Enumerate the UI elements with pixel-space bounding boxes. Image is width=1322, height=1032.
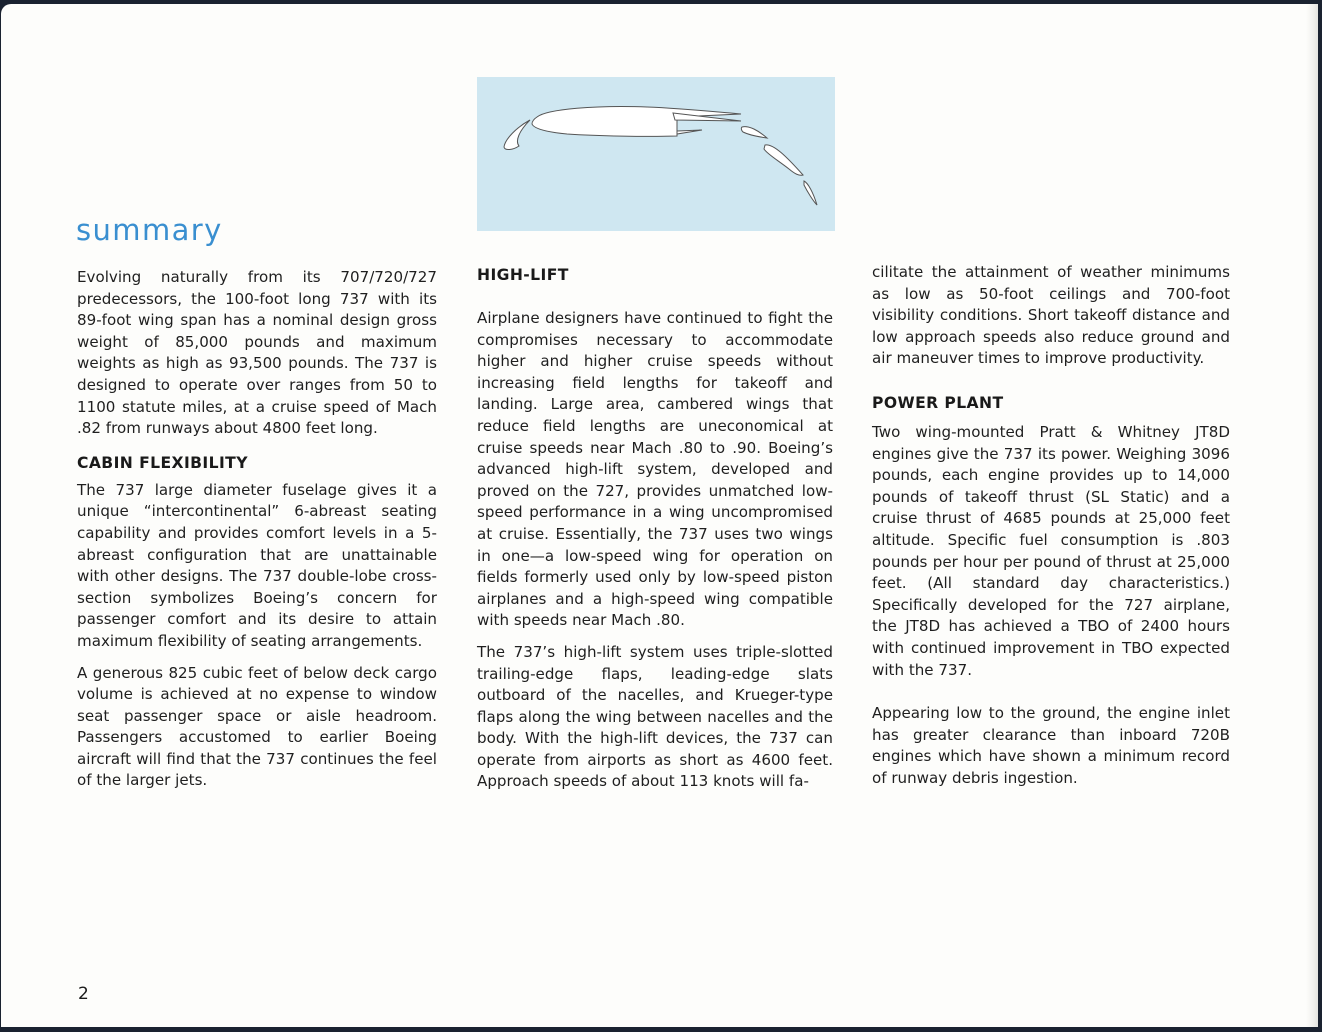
high-lift-paragraph-2: The 737’s high-lift system uses triple-slotted trailing-edge flaps, leading-edge slats outboard of the nacelles, and Krueger-type flaps along the wing between nacelles and the body. With the high-lift devices, the 737 can operate from airports as short as 4600 feet. Approach speeds of about 113 knots will fa-	[477, 642, 833, 791]
leading-edge-slat-icon	[504, 120, 530, 150]
fore-flap-icon	[741, 127, 767, 138]
page-number: 2	[78, 984, 89, 1004]
main-wing-icon	[532, 106, 741, 136]
mid-flap-icon	[764, 145, 803, 175]
page-spine-shadow	[1306, 4, 1318, 1027]
page-title: summary	[76, 213, 223, 247]
high-lift-continuation-paragraph: cilitate the attainment of weather minimums as low as 50-foot ceilings and 700-foot visibility conditions. Short takeoff distance and low approach speeds also reduce ground and air maneuver times to improve productivity.	[872, 263, 1230, 368]
column-power-plant	[872, 262, 1230, 789]
high-lift-heading: HIGH-LIFT	[477, 266, 569, 284]
power-plant-paragraph-1: Two wing-mounted Pratt & Whitney JT8D engines give the 737 its power. Weighing 3096 pounds, each engine provides up to 14,000 pounds of takeoff thrust (SL Static) and a cruise thrust of 4685 pounds at 25,000 feet altitude. Specific fuel consumption is .803 pounds per hour per pound of thrust at 25,000 feet. (All standard day characteristics.) Specifically developed for the 727 airplane, the JT8D has achieved a TBO of 2400 hours with continued improvement in TBO expected with the 737.	[872, 422, 1230, 679]
summary-intro-paragraph: Evolving naturally from its 707/720/727 predecessors, the 100-foot long 737 with its 89-foot wing span has a nominal design gross weight of 85,000 pounds and maximum weights as high as 93,500 pounds. The 737 is designed to operate over ranges from 50 to 1100 statute miles, at a cruise speed of Mach .82 from runways about 4800 feet long.	[77, 268, 437, 438]
airfoil-illustration	[477, 77, 835, 231]
wing-high-lift-diagram	[477, 77, 835, 231]
brochure-page	[1, 4, 1318, 1027]
cabin-flexibility-heading: CABIN FLEXIBILITY	[77, 453, 248, 472]
cabin-paragraph-2: A generous 825 cubic feet of below deck cargo volume is achieved at no expense to window seat passenger space or aisle headroom. Passengers accustomed to earlier Boeing aircraft will find that the 737 continues the feel of the larger jets.	[77, 663, 437, 790]
high-lift-paragraph-1: Airplane designers have continued to fight the compromises necessary to accommodate higher and higher cruise speeds without increasing field lengths for takeoff and landing. Large area, cambered wings that reduce field lengths are uneconomical at cruise speeds near Mach .80 to .90. Boeing’s advanced high-lift system, developed and proved on the 727, provides unmatched low-speed performance in a wing uncompromised at cruise. Essentially, the 737 uses two wings in one—a low-speed wing for operation on fields formerly used only by low-speed piston airplanes and a high-speed wing compatible with speeds near Mach .80.	[477, 309, 833, 630]
aft-flap-icon	[804, 181, 817, 205]
cabin-paragraph-1: The 737 large diameter fuselage gives it a unique “intercontinental” 6-abreast seating capability and provides comfort levels in a 5-abreast configuration that are unattainable with other designs. The 737 double-lobe cross-section symbolizes Boeing’s concern for passenger comfort and its desire to attain maximum flexibility of seating arrangements.	[77, 480, 437, 650]
column-high-lift	[477, 264, 833, 793]
column-summary	[77, 267, 437, 792]
lower-trailing-edge-icon	[677, 130, 702, 134]
power-plant-heading: POWER PLANT	[872, 393, 1004, 412]
power-plant-paragraph-2: Appearing low to the ground, the engine inlet has greater clearance than inboard 720B engines which have shown a minimum record of runway debris ingestion.	[872, 704, 1230, 787]
